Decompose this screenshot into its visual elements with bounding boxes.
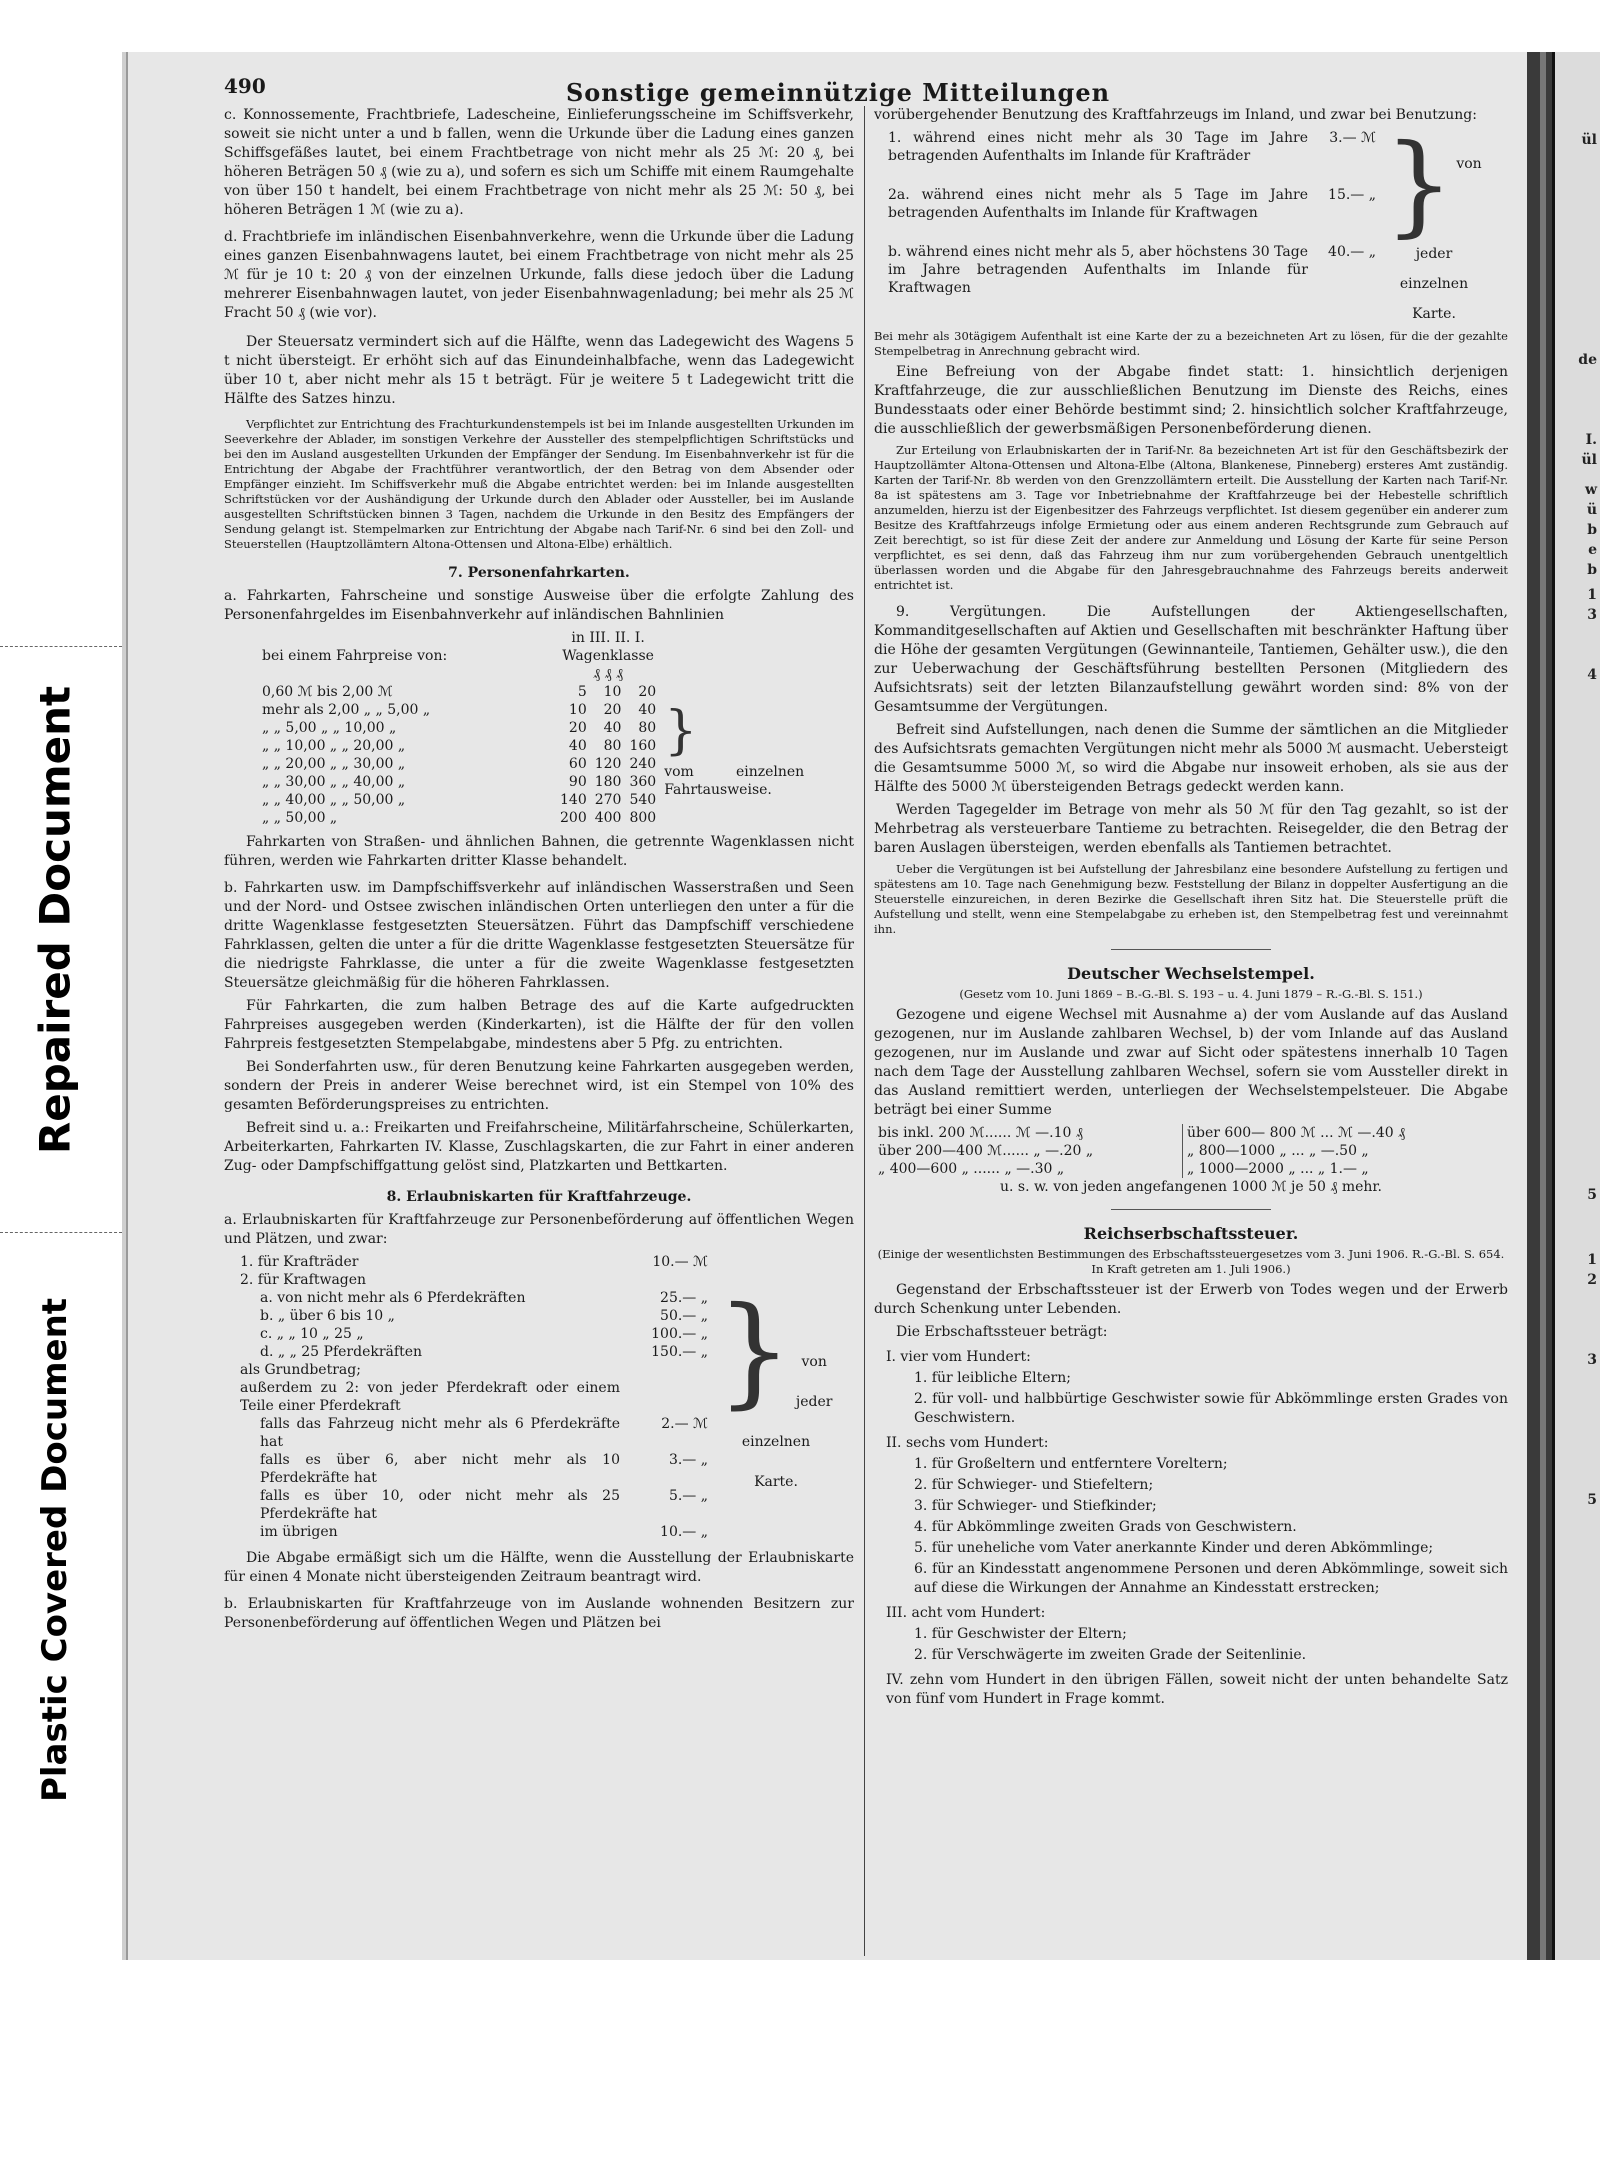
list-item: 5. für uneheliche vom Vater anerkannte Kinder und deren Abkömmlinge; [914,1540,1434,1556]
table-row: „ „ 20,00 „ „ 30,00 „ 60 120 240 [262,756,657,772]
section-rule [1111,1209,1271,1210]
ermaessigung-paragraph: Die Abgabe ermäßigt sich um die Hälfte, wenn die Ausstellung der Erlaubniskarte für einen 4 Monate nicht übersteigenden Zeitraum beantragt wird. [224,1550,854,1585]
erbschaftssteuer-title: Reichserbschaftssteuer. [1083,1224,1299,1243]
kinderkarten-paragraph: Für Fahrkarten, die zum halben Betrage des auf die Karte aufgedruckten Fahrpreises ausgegeben werden (Kinderkarten), ist die Hälfte der für den vollen Fahrpreis festgesetzten Stempelabgabe, mindestens aber 5 Pfg. zu entrichten. [224,998,854,1052]
page-fragment: ül [1581,452,1597,468]
auslaender-brace: } von jeder einzelnen Karte. [1384,120,1482,322]
table-row: „ „ 30,00 „ „ 40,00 „ 90 180 360 [262,774,657,790]
table-row: „ „ 10,00 „ „ 20,00 „ 40 80 160 [262,738,657,754]
table-row [258,665,808,683]
table-row: 2a. während eines nicht mehr als 5 Tage im Jahre betragenden Aufenthalts im Inlande für Kraftwagen 15.— „ [888,187,1376,222]
table-row: „ 400—600 „ ...... „ —.30 „ „ 1000—2000 „ ... „ 1.— „ [874,1160,1409,1178]
page-fragment: 1 [1587,587,1597,603]
erb-gegenstand: Gegenstand der Erbschaftssteuer ist der Erwerb von Todes wegen und der Erwerb durch Schenkung unter Lebenden. [874,1282,1508,1317]
section-9-note: Ueber die Vergütungen ist bei Aufstellung der Jahresbilanz eine besondere Aufstellung zu fertigen und spätestens am 10. Tage nach Genehmigung bezw. Feststellung der Bilanz in doppelter Ausfertigung an die Steuerstelle einzureichen, in deren Bezirke die Gesellschaft ihren Sitz hat. Die Steuerstelle prüft die Aufstellung und stellt, wenn eine Stempelabgabe zu erheben ist, den Stempelbetrag fest und vereinnahmt ihn. [874,862,1508,936]
table-row: falls das Fahrzeug nicht mehr als 6 Pferdekräfte hat 2.— ℳ [260,1416,708,1450]
erb-betraegt: Die Erbschaftssteuer beträgt: [896,1324,1108,1340]
table-row: über 200—400 ℳ...... „ —.20 „ „ 800—1000 „ ... „ —.50 „ [874,1142,1409,1160]
table-row: im übrigen 10.— „ [260,1524,708,1540]
list-item: 1. für Geschwister der Eltern; [914,1626,1127,1642]
befreit-paragraph: Befreit sind u. a.: Freikarten und Freifahrscheine, Militärfahrscheine, Schülerkarten, Arbeiterkarten, Fahrkarten IV. Klasse, Zuschlagskarten, die zur Fahrt in einer anderen Zug- oder Dampfschiffgattung gelöst sind, Platzkarten und Bettkarten. [224,1120,854,1174]
page-fragment: b [1587,562,1597,578]
page-title: Sonstige gemeinnützige Mitteilungen [565,78,1111,107]
section-8b-continued: vorübergehender Benutzung des Kraftfahrzeugs im Inland, und zwar bei Benutzung: [874,107,1477,123]
fare-wagen-header: Wagenklasse [562,648,654,664]
list-item: 6. für an Kindesstatt angenommene Personen und deren Abkömmlinge, soweit sich auf diese die Wirkungen der Annahme an Kindesstatt erstrecken; [914,1561,1508,1596]
page-fragment: I. [1585,432,1597,448]
right-column [874,106,1508,1711]
separator-line [0,1232,122,1233]
repaired-document-label: Repaired Document [30,685,80,1155]
item-c: c. Konnossemente, Frachtbriefe, Ladescheine, Einlieferungsscheine im Schiffsverkehr, soweit sie nicht unter a und b fallen, wenn die Urkunde über die Ladung eines ganzen Schiffsgefäßes lautet, bei einem Frachtbetrage von nicht mehr als 25 ℳ: 20 ₰, bei höheren Beträgen 50 ₰ (wie zu a), und sofern es sich um Schiffe mit einem Raumgehalte von über 150 t handelt, bei einem Frachtbetrage von nicht mehr als 25 ℳ: 50 ₰, bei höheren Beträgen 1 ℳ (wie zu a). [224,107,854,218]
table-row: b. „ über 6 bis 10 „ 50.— „ [260,1308,708,1324]
section-7-title: 7. Personenfahrkarten. [448,565,630,581]
fare-brace: } vom einzelnen Fahrtausweise. [664,701,805,798]
item-d: d. Frachtbriefe im inländischen Eisenbahnverkehre, wenn die Urkunde über die Ladung eines ganzen Eisenbahnwagens lautet, bei einem Frachtbetrage von nicht mehr als 25 ℳ für je 10 t: 20 ₰ von der einzelnen Urkunde, falls diese jedoch über die Ladung mehrerer Eisenbahnwagen lautet, von jeder Eisenbahnwagenladung; bei mehr als 25 ℳ Fracht 50 ₰ (wie vor). [224,229,854,321]
page-fragment: 4 [1587,667,1597,683]
page-edge [1540,52,1546,1960]
page-fragment: ü [1586,502,1597,518]
section-8a: a. Erlaubniskarten für Kraftfahrzeuge zur Personenbeförderung auf öffentlichen Wegen und Plätzen, und zwar: [224,1212,854,1247]
verpflichtet-note: Verpflichtet zur Entrichtung des Frachturkundenstempels ist bei im Inlande ausgestellten Urkunden im Seeverkehre der Ablader, im sonstigen Verkehre der Aussteller des stempelpflichtigen Schriftstücks und bei den im Ausland ausgestellten Urkunden der Empfänger der Sendung. Im Eisenbahnverkehr ist für die Entrichtung der Abgabe der Frachtführer verantwortlich, der den Betrag von dem Absender oder Empfänger einzieht. Im Schiffsverkehr muß die Abgabe entrichtet werden: bei im Inlande ausgestellten Schriftstücken vor der Aushändigung der Urkunde durch den Ablader oder Aussteller, bei im Auslande ausgestellten Schriftstücken binnen 3 Tagen, nachdem die Urkunde in den Besitz des Empfängers der Sendung gelangt ist. Stempelmarken zur Entrichtung der Abgabe nach Tarif-Nr. 6 sind bei den Zoll- und Steuerstellen (Hauptzollämtern Altona-Ottensen und Altona-Elbe) erhältlich. [224,417,854,551]
list-item: 1. für leibliche Eltern; [914,1370,1071,1386]
adjacent-page-edge [1552,52,1600,1960]
fare-class-header: in III. II. I. [571,630,645,646]
table-row: c. „ „ 10 „ 25 „ 100.— „ [260,1326,708,1342]
table-row: „ „ 5,00 „ „ 10,00 „ 20 40 80 [262,720,657,736]
page-fragment: de [1578,352,1597,368]
table-row: falls es über 10, oder nicht mehr als 25 Pferdekräfte hat 5.— „ [260,1488,708,1522]
page-fragment: b [1587,522,1597,538]
page-fragment: 2 [1587,1272,1597,1288]
auslaender-table [884,120,1488,329]
section-8-title: 8. Erlaubniskarten für Kraftfahrzeuge. [386,1189,692,1205]
table-row: als Grundbetrag; [240,1362,361,1378]
page-fragment: 5 [1587,1492,1597,1508]
list-item: 1. für Großeltern und entferntere Voreltern; [914,1456,1228,1472]
list-item: 2. für voll- und halbbürtige Geschwister sowie für Abkömmlinge ersten Grades von Geschwistern. [914,1391,1508,1426]
table-row [258,647,808,665]
page-number: 490 [224,74,266,98]
table-row: „ „ 40,00 „ „ 50,00 „ 140 270 540 [262,792,657,808]
table-row: außerdem zu 2: von jeder Pferdekraft oder einem Teile einer Pferdekraft [240,1380,620,1414]
table-row: 0,60 ℳ bis 2,00 ℳ 5 10 20 } vom einzelnen Fahrtausweise. [258,683,808,701]
wechsel-rate-table [874,1124,1409,1178]
left-column [224,106,854,1637]
table-row: bis inkl. 200 ℳ...... ℳ —.10 ₰ über 600— 800 ℳ ... ℳ —.40 ₰ [874,1124,1409,1142]
table-row: mehr als 2,00 „ „ 5,00 „ 10 20 40 [262,702,657,718]
page-fragment: 1 [1587,1252,1597,1268]
page-fragment: 5 [1587,1187,1597,1203]
wechselstempel-subtitle: (Gesetz vom 10. Juni 1869 – B.-G.-Bl. S. 193 – u. 4. Juni 1879 – R.-G.-Bl. S. 151.) [959,987,1423,1001]
document-page [126,52,1533,1960]
steuersatz-paragraph: Der Steuersatz vermindert sich auf die Hälfte, wenn das Ladegewicht des Wagens 5 t nicht übersteigt. Er erhöht sich auf das Einundeinhalbfache, wenn das Ladegewicht über 10 t, aber nicht mehr als 15 t beträgt. Für je weitere 5 t Ladegewicht tritt die Hälfte des Satzes hinzu. [224,334,854,407]
list-item: 2. für Verschwägerte im zweiten Grade der Seitenlinie. [914,1647,1307,1663]
section-9-befreit: Befreit sind Aufstellungen, nach denen die Summe der sämtlichen an die Mitglieder des Aufsichtsrats gemachten Vergütungen nicht mehr als 5000 ℳ ausmacht. Uebersteigt die Gesamtsumme 5000 ℳ, so wird die Abgabe nur insoweit erhoben, als sie aus der Hälfte des 5000 ℳ übersteigenden Betrags gedeckt werden kann. [874,722,1508,795]
strassenbahn-paragraph: Fahrkarten von Straßen- und ähnlichen Bahnen, die getrennte Wagenklassen nicht führen, werden wie Fahrkarten dritter Klasse behandelt. [224,834,854,869]
plastic-covered-document-label: Plastic Covered Document [35,1297,75,1803]
page-fragment: 3 [1587,607,1597,623]
erbschaftssteuer-subtitle: (Einige der wesentlichsten Bestimmungen des Erbschaftssteuergesetzes vom 3. Juni 1906. R.-G.-Bl. S. 654. In Kraft getreten am 1. Juli 1906.) [877,1247,1505,1276]
erteilung-note: Zur Erteilung von Erlaubniskarten der in Tarif-Nr. 8a bezeichneten Art ist für den Geschäftsbezirk der Hauptzollämter Altona-Ottensen und Altona-Elbe (Altona, Blankenese, Pinneberg) ersteres Amt zuständig. Karten der Tarif-Nr. 8b werden von den Grenzzollämtern erteilt. Die Ausstellung der Karten nach Tarif-Nr. 8a ist spätestens am 3. Tage vor Inbetriebnahme der Kraftfahrzeuge bei der Hebestelle schriftlich anzumelden, hierzu ist der Eigenbesitzer des Fahrzeugs verpflichtet. Ist diesem gegenüber ein anderer zum Besitze des Kraftfahrzeugs infolge Ermietung oder aus einem anderen Rechtsgrunde zum Gebrauch auf Zeit berechtigt, so ist für diese Zeit der andere zur Anmeldung und Lösung der Karte für seine Person verpflichtet, es sei denn, daß das Fahrzeug ihm nur zum vorübergehenden Gebrauch unentgeltlich überlassen worden und die Abgabe für den Jahresgebrauchnahme des Fahrzeugs bereits anderweit entrichtet ist. [874,443,1508,592]
kraftfahrzeug-table [236,1253,840,1541]
section-rule [1111,949,1271,950]
erb-class-IV: IV. zehn vom Hundert in den übrigen Fällen, soweit nicht der unten behandelte Satz von fünf vom Hundert in Frage kommt. [886,1672,1508,1707]
section-7b: b. Fahrkarten usw. im Dampfschiffsverkehr auf inländischen Wasserstraßen und Seen und der Nord- und Ostsee zwischen inländischen Orten unterliegen den unter a für die dritte Wagenklasse festgesetzten Steuersätzen. Führt das Dampfschiff verschiedene Fahrklassen, gelten die unter a für die dritte Wagenklasse festgesetzten Steuersätze für die niedrigste Fahrklasse, die unter a für die zweite Wagenklasse festgesetzten Steuersätze gleichmäßig für die höheren Fahrklassen. [224,880,854,991]
page-fragment: 3 [1587,1352,1597,1368]
wechsel-usw: u. s. w. von jeden angefangenen 1000 ℳ je 50 ₰ mehr. [999,1179,1382,1195]
section-8b: b. Erlaubniskarten für Kraftfahrzeuge von im Auslande wohnenden Besitzern zur Personenbeförderung auf öffentlichen Wegen und Plätzen bei [224,1596,854,1631]
section-9-verguetungen: 9. Vergütungen. Die Aufstellungen der Aktiengesellschaften, Kommanditgesellschaften auf Aktien und Gesellschaften mit beschränkter Haftung über die Höhe der gesamten Vergütungen (Gewinnanteile, Tantiemen, Gehälter usw.), die den zur Ueberwachung der Geschäftsführung bestellten Personen (Mitgliedern des Aufsichtsrats) seit der letzten Bilanzaufstellung gewährt worden sind: 8% von der Gesamtsumme der Vergütungen. [874,604,1508,715]
separator-line [0,646,122,647]
table-row [258,629,808,647]
section-9-tagegelder: Werden Tagegelder im Betrage von mehr als 50 ℳ für den Tag gezahlt, so ist der Mehrbetrag als versteuerbare Tantieme zu betrachten. Reisegelder, die den Betrag der baren Auslagen übersteigen, werden ebenfalls als Tantiemen betrachtet. [874,802,1508,856]
table-row: 1. für Krafträder 10.— ℳ } von jeder einzelnen Karte. [236,1253,840,1271]
table-row: „ „ 50,00 „ 200 400 800 [262,810,657,826]
table-row: d. „ „ 25 Pferdekräften 150.— „ [260,1344,708,1360]
erb-class-I: I. vier vom Hundert: [886,1349,1031,1365]
wechselstempel-text: Gezogene und eigene Wechsel mit Ausnahme a) der vom Auslande auf das Ausland gezogenen, nur im Auslande zahlbaren Wechsel, b) der vom Inlande auf das Ausland gezogenen, nur im Auslande und zwar auf Sicht oder spätestens innerhalb 10 Tagen nach dem Tage der Ausstellung zahlbaren Wechsel, sofern sie vom Aussteller direkt in das Ausland remittiert werden, unterliegen der Wechselstempelsteuer. Die Abgabe beträgt bei einer Summe [874,1007,1508,1118]
befreiung-paragraph: Eine Befreiung von der Abgabe findet statt: 1. hinsichtlich derjenigen Kraftfahrzeuge, die zur ausschließlichen Benutzung im Dienste des Reichs, eines Bundesstaats oder einer Behörde bestimmt sind; 2. hinsichtlich solcher Kraftfahrzeuge, die ausschließlich der gewerbsmäßigen Personenbeförderung dienen. [874,364,1508,437]
table-row: 2. für Kraftwagen [240,1272,367,1288]
kraft-brace: } von jeder einzelnen Karte. [716,1282,833,1490]
list-item: 4. für Abkömmlinge zweiten Grads von Geschwistern. [914,1519,1297,1535]
erb-class-II: II. sechs vom Hundert: [886,1435,1049,1451]
aufenthalt-note: Bei mehr als 30tägigem Aufenthalt ist eine Karte der zu a bezeichneten Art zu lösen, für die der gezahlte Stempelbetrag in Anrechnung gebracht wird. [874,329,1508,358]
page-fragment: e [1588,542,1597,558]
fare-unit-header: ₰ ₰ ₰ [593,666,624,682]
list-item: 3. für Schwieger- und Stiefkinder; [914,1498,1157,1514]
table-row: falls es über 6, aber nicht mehr als 10 Pferdekräfte hat 3.— „ [260,1452,708,1486]
fare-price-header: bei einem Fahrpreise von: [262,648,448,664]
erb-class-III: III. acht vom Hundert: [886,1605,1046,1621]
column-divider [864,106,865,1956]
wechselstempel-title: Deutscher Wechselstempel. [1067,964,1315,983]
sonderfahrten-paragraph: Bei Sonderfahrten usw., für deren Benutzung keine Fahrkarten ausgegeben werden, sondern der Preis in anderer Weise berechnet wird, ist ein Stempel von 10% des gesamten Beförderungspreises zu entrichten. [224,1059,854,1113]
side-label-panel [0,0,110,2177]
table-row: b. während eines nicht mehr als 5, aber höchstens 30 Tage im Jahre betragenden Aufenthalts im Inlande für Kraftwagen 40.— „ [888,244,1376,297]
section-7a: a. Fahrkarten, Fahrscheine und sonstige Ausweise über die erfolgte Zahlung des Personenfahrgeldes im Eisenbahnverkehr auf inländischen Bahnlinien [224,588,854,623]
page-fragment: w [1584,482,1597,498]
table-row: a. von nicht mehr als 6 Pferdekräften 25.— „ [260,1290,708,1306]
scanned-page [122,52,1600,1960]
page-fragment: ül [1581,132,1597,148]
table-row: 1. während eines nicht mehr als 30 Tage im Jahre betragenden Aufenthalts im Inlande für Krafträder 3.— ℳ } von jeder einzelnen Karte. [884,129,1488,186]
fare-table [258,629,808,827]
list-item: 2. für Schwieger- und Stiefeltern; [914,1477,1154,1493]
